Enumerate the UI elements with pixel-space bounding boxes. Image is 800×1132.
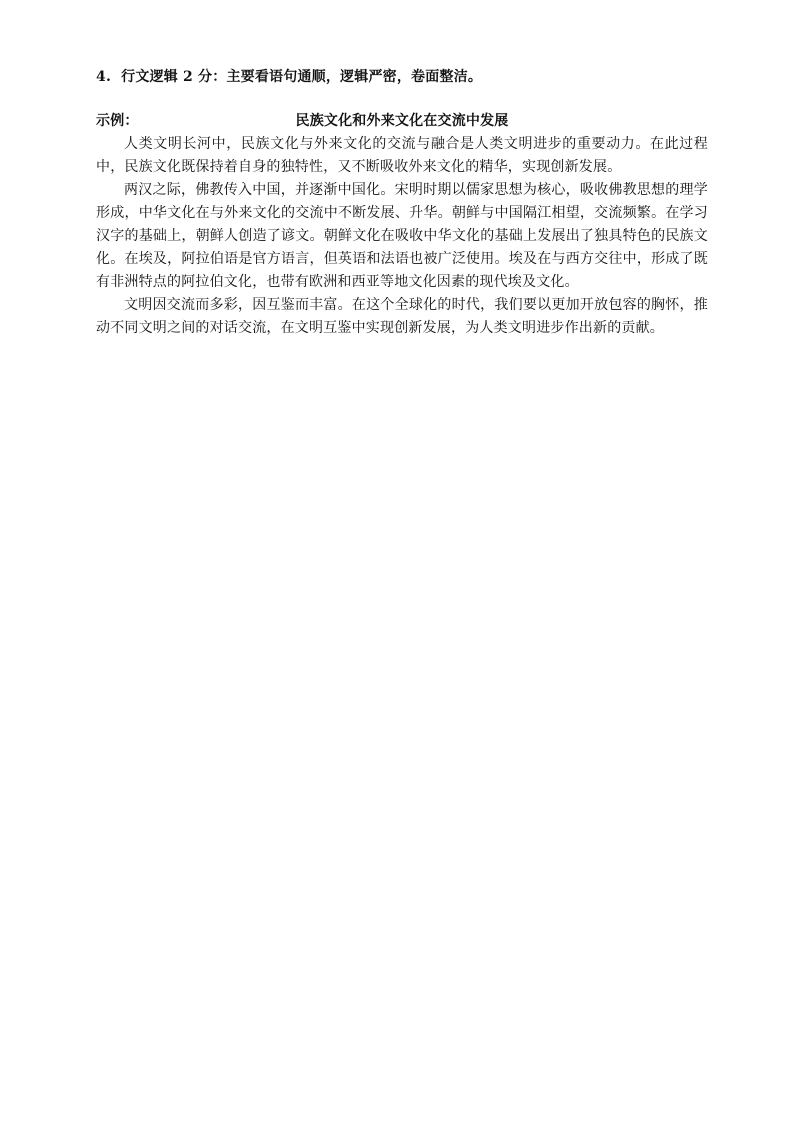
essay-title: 民族文化和外来文化在交流中发展 bbox=[295, 113, 509, 129]
example-header bbox=[96, 110, 708, 133]
essay-paragraph-3: 文明因交流而多彩，因互鉴而丰富。在这个全球化的时代，我们要以更加开放包容的胸怀，推动不同文明之间的对话交流，在文明互鉴中实现创新发展，为人类文明进步作出新的贡献。 bbox=[96, 297, 708, 336]
scoring-item bbox=[96, 66, 708, 89]
essay-paragraph-2: 两汉之际，佛教传入中国，并逐渐中国化。宋明时期以儒家思想为核心，吸收佛教思想的理学形成，中华文化在与外来文化的交流中不断发展、升华。朝鲜与中国隔江相望，交流频繁。在学习汉字的基础上，朝鲜人创造了谚文。朝鲜文化在吸收中华文化的基础上发展出了独具特色的民族文化。在埃及，阿拉伯语是官方语言，但英语和法语也被广泛使用。埃及在与西方交往中，形成了既有非洲特点的阿拉伯文化，也带有欧洲和西亚等地文化因素的现代埃及文化。 bbox=[96, 182, 708, 290]
example-label: 示例： bbox=[96, 113, 139, 129]
item-text: 行文逻辑 2 分：主要看语句通顺，逻辑严密，卷面整洁。 bbox=[121, 69, 483, 85]
document-content bbox=[96, 66, 708, 340]
essay-paragraph-1: 人类文明长河中，民族文化与外来文化的交流与融合是人类文明进步的重要动力。在此过程中，民族文化既保持着自身的独特性，又不断吸收外来文化的精华，实现创新发展。 bbox=[96, 136, 708, 175]
item-number: 4. bbox=[96, 69, 112, 85]
